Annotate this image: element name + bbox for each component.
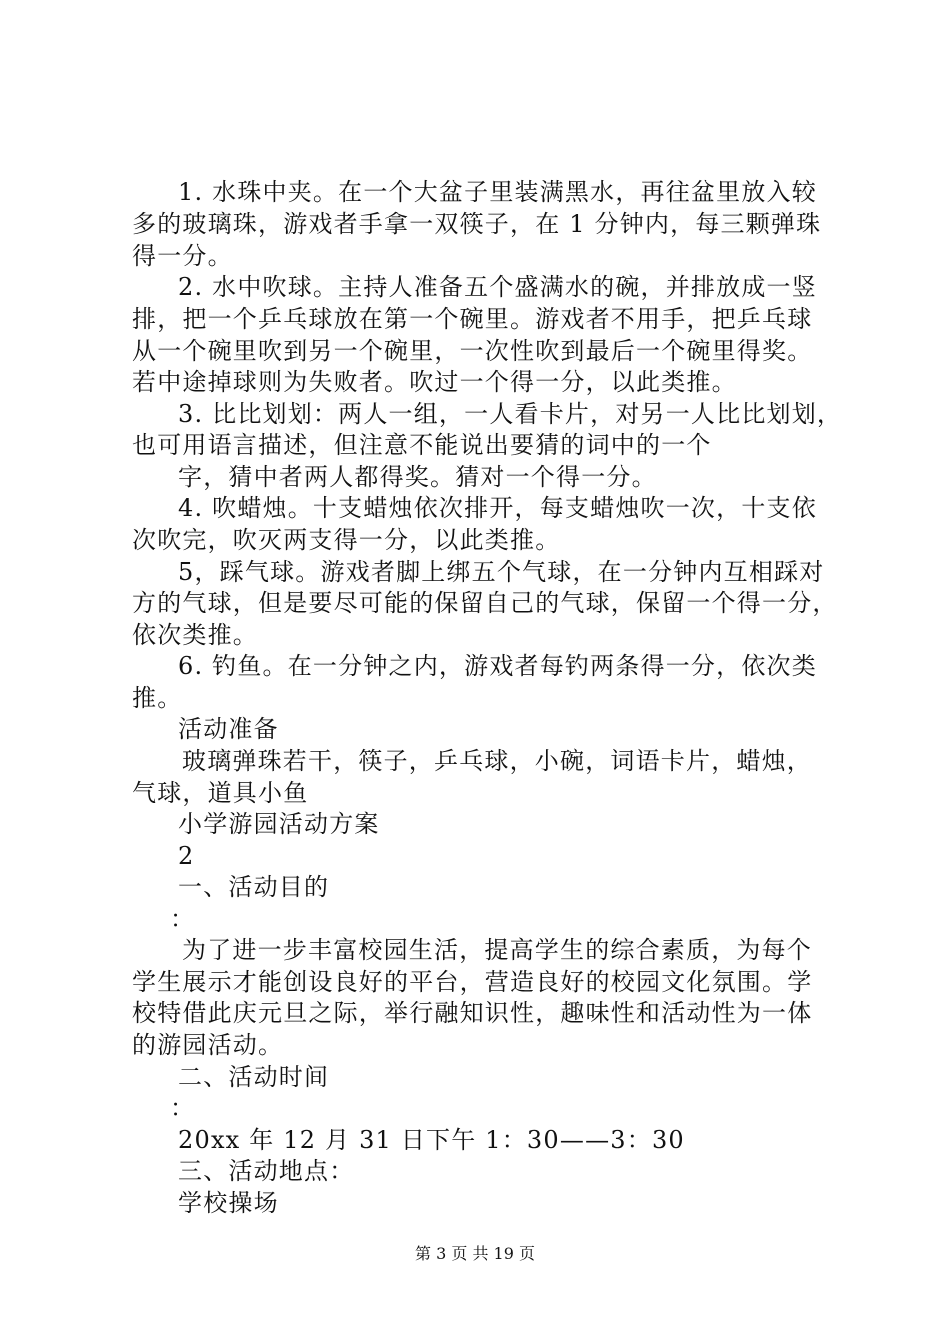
text-line: 的游园活动。 (132, 1031, 284, 1059)
text-line: 3. 比比划划：两人一组，一人看卡片，对另一人比比划划， (178, 400, 843, 428)
section-heading: 二、活动时间 (178, 1063, 330, 1091)
text-line: 为了进一步丰富校园生活，提高学生的综合素质，为每个 (182, 936, 812, 964)
page-footer: 第 3 页 共 19 页 (415, 1244, 535, 1263)
text-line: 2. 水中吹球。主持人准备五个盛满水的碗，并排放成一竖 (178, 273, 817, 301)
section-heading: 一、活动目的 (178, 873, 330, 901)
text-line: 依次类推。 (132, 621, 258, 649)
text-line: 1. 水珠中夹。在一个大盆子里装满黑水，再往盆里放入较 (178, 178, 817, 206)
text-line: 2 (178, 842, 195, 870)
text-line: 校特借此庆元旦之际，举行融知识性，趣味性和活动性为一体 (132, 999, 813, 1027)
text-line: 玻璃弹珠若干，筷子，乒乓球，小碗，词语卡片，蜡烛， (182, 747, 812, 775)
section-heading: 活动准备 (178, 715, 279, 743)
text-line: 6. 钓鱼。在一分钟之内，游戏者每钓两条得一分，依次类 (178, 652, 817, 680)
text-line: 也可用语言描述，但注意不能说出要猜的词中的一个 (132, 431, 712, 459)
text-line: ： (170, 905, 196, 933)
text-line: 多的玻璃珠，游戏者手拿一双筷子，在 1 分钟内，每三颗弹珠 (132, 210, 822, 238)
text-line: 若中途掉球则为失败者。吹过一个得一分，以此类推。 (132, 368, 737, 396)
document-title: 小学游园活动方案 (178, 810, 380, 838)
text-line: 得一分。 (132, 242, 233, 270)
text-line: 4. 吹蜡烛。十支蜡烛依次排开，每支蜡烛吹一次，十支依 (178, 494, 817, 522)
text-line: 学校操场 (178, 1189, 279, 1217)
text-line: 从一个碗里吹到另一个碗里，一次性吹到最后一个碗里得奖。 (132, 337, 813, 365)
text-line: 次吹完，吹灭两支得一分，以此类推。 (132, 526, 561, 554)
text-line: 气球，道具小鱼 (132, 779, 309, 807)
text-line: 推。 (132, 684, 183, 712)
text-line: ： (170, 1094, 196, 1122)
section-heading: 三、活动地点： (178, 1157, 355, 1185)
text-line: 排，把一个乒乓球放在第一个碗里。游戏者不用手，把乒乓球 (132, 305, 813, 333)
text-line: 字，猜中者两人都得奖。猜对一个得一分。 (178, 463, 657, 491)
text-line: 20xx 年 12 月 31 日下午 1：30——3：30 (178, 1126, 685, 1154)
text-line: 学生展示才能创设良好的平台，营造良好的校园文化氛围。学 (132, 968, 813, 996)
text-line: 5，踩气球。游戏者脚上绑五个气球，在一分钟内互相踩对 (178, 558, 825, 586)
text-line: 方的气球，但是要尽可能的保留自己的气球，保留一个得一分， (132, 589, 838, 617)
